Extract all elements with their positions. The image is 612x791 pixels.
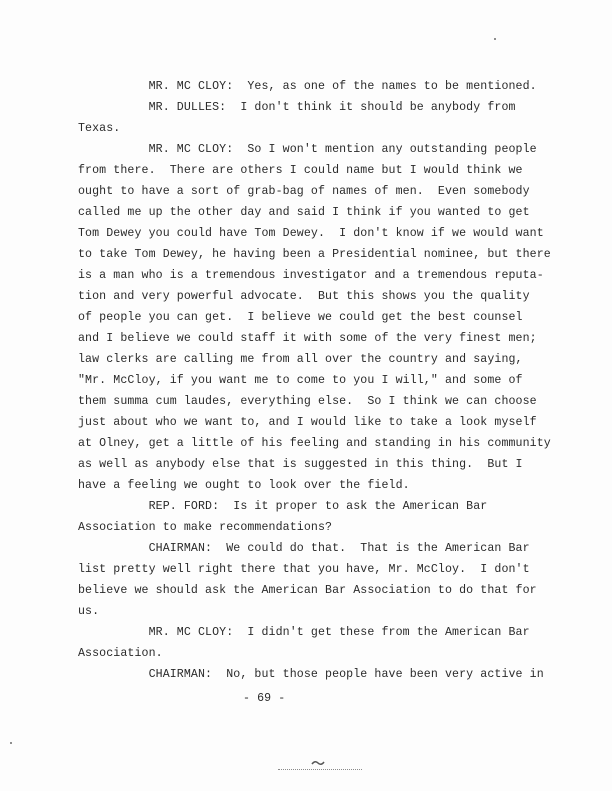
transcript-line: and I believe we could staff it with some of the very finest men; <box>78 332 537 345</box>
transcript-line: MR. MC CLOY: I didn't get these from the American Bar <box>78 626 530 639</box>
transcript-line: believe we should ask the American Bar Association to do that for <box>78 584 537 597</box>
transcript-line: as well as anybody else that is suggested in this thing. But I <box>78 458 523 471</box>
transcript-line: to take Tom Dewey, he having been a Presidential nominee, but there <box>78 248 551 261</box>
transcript-line: MR. DULLES: I don't think it should be anybody from <box>78 101 516 114</box>
transcript-line: just about who we want to, and I would like to take a look myself <box>78 416 537 429</box>
transcript-line: MR. MC CLOY: Yes, as one of the names to be mentioned. <box>78 80 537 93</box>
scan-speck <box>494 38 496 40</box>
transcript-line: "Mr. McCloy, if you want me to come to you I will," and some of <box>78 374 523 387</box>
transcript-line: us. <box>78 605 100 618</box>
transcript-line: MR. MC CLOY: So I won't mention any outstanding people <box>78 143 537 156</box>
transcript-line: list pretty well right there that you have, Mr. McCloy. I don't <box>78 563 530 576</box>
transcript-line: Association to make recommendations? <box>78 521 333 534</box>
transcript-line: them summa cum laudes, everything else. So I think we can choose <box>78 395 537 408</box>
transcript-line: of people you can get. I believe we could get the best counsel <box>78 311 523 324</box>
page-number: - 69 - <box>243 692 286 705</box>
transcript-line: Texas. <box>78 122 121 135</box>
transcript-line: called me up the other day and said I think if you wanted to get <box>78 206 530 219</box>
scan-artifact-rule <box>278 769 362 770</box>
transcript-line: Association. <box>78 647 163 660</box>
transcript-line: CHAIRMAN: No, but those people have been very active in <box>78 668 544 681</box>
transcript-line: Tom Dewey you could have Tom Dewey. I don't know if we would want <box>78 227 544 240</box>
transcript-line: is a man who is a tremendous investigator and a tremendous reputa- <box>78 269 544 282</box>
transcript-line: have a feeling we ought to look over the field. <box>78 479 410 492</box>
transcript-line: CHAIRMAN: We could do that. That is the American Bar <box>78 542 530 555</box>
scan-speck <box>10 742 12 744</box>
transcript-line: tion and very powerful advocate. But this shows you the quality <box>78 290 530 303</box>
transcript-line: from there. There are others I could name but I would think we <box>78 164 523 177</box>
transcript-line: at Olney, get a little of his feeling and standing in his community <box>78 437 551 450</box>
transcript-line: REP. FORD: Is it proper to ask the American Bar <box>78 500 488 513</box>
transcript-line: ought to have a sort of grab-bag of names of men. Even somebody <box>78 185 530 198</box>
transcript-line: law clerks are calling me from all over the country and saying, <box>78 353 523 366</box>
scan-artifact-mark <box>311 760 325 766</box>
